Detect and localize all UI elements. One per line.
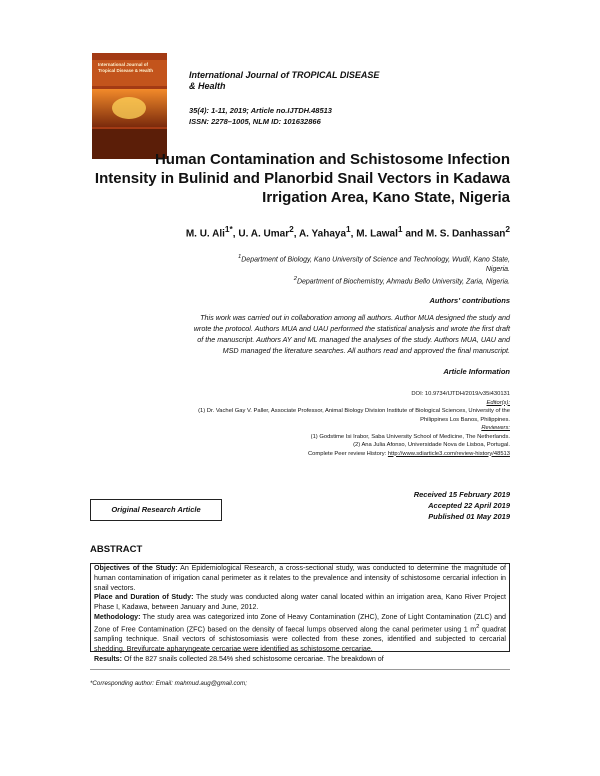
journal-name-line2: & Health — [189, 81, 226, 91]
abstract-methodology — [91, 613, 509, 655]
abstract-text: The study area was categorized into Zone of Heavy Contamination (ZHC), Zone of Light Contamination (ZLC) and Zone of Free Contamination (ZFC) based on the density of faecal lumps observed along the canal perimeter using 1 m — [94, 612, 506, 634]
author-name: M. S. Danhassan — [425, 228, 506, 240]
reviewer-label: Reviewers: — [481, 425, 510, 431]
issn: ISSN: 2278–1005, NLM ID: 101632866 — [189, 117, 321, 126]
author-name: U. A. Umar — [238, 228, 290, 240]
author-sup: 2 — [289, 224, 294, 234]
abstract-sup: 2 — [476, 623, 480, 630]
author-sup: 2 — [505, 224, 510, 234]
abstract-text: The study was conducted along water canal located within an irrigation area, Kano River Project Phase I, Kadawa, between January and June, 2012. — [94, 593, 506, 612]
journal-reference — [189, 105, 332, 127]
author-separator: , — [350, 228, 357, 240]
review-history-label: Complete Peer review History: — [307, 450, 388, 457]
doi: DOI: 10.9734/IJTDH/2019/v35i430131 — [411, 391, 510, 397]
author-sup: 1 — [397, 224, 403, 234]
author-name: M. Lawal — [356, 228, 398, 240]
article-dates — [414, 489, 510, 522]
footnote-divider — [90, 669, 510, 670]
author-name: A. Yahaya — [298, 228, 347, 240]
author-separator: , — [293, 228, 299, 240]
abstract-results — [91, 655, 509, 665]
article-type-box: Original Research Article — [90, 499, 222, 521]
abstract-box — [90, 563, 510, 663]
abstract-label: Methodology: — [94, 612, 141, 621]
contributions-line: of the manuscript. Authors AY and ML managed the analyses of the study. Authors MUA, UAU and — [197, 335, 510, 344]
accepted-date: Accepted 22 April 2019 — [428, 501, 510, 510]
published-date: Published 01 May 2019 — [428, 512, 510, 521]
abstract-text: An Epidemiological Research, a cross-sectional study, was conducted to determine the magnitude of human contamination of irrigation canal perimeter as it relates to the prevalence and intensity of schistosome cercarial infection in snail vectors. — [94, 564, 506, 592]
abstract-text: quadrat sampling technique. Snail vectors of schistosomiasis were collected from these zones, identified and subjected to cercarial shedding. Brevifurcate apharyngeate cercariae were identified as schistosome cercariae. — [94, 625, 506, 653]
author-sup: 1* — [224, 224, 233, 234]
abstract-place — [91, 593, 509, 613]
article-info-heading: Article Information — [443, 367, 510, 376]
affiliation-text: Department of Biology, Kano University of Science and Technology, Wudil, Kano State, — [241, 256, 510, 264]
contributions-line: MSD managed the literature searches. All authors read and approved the final manuscript. — [222, 346, 510, 355]
reviewer-line: (2) Ana Julia Afonso, Universidade Nova de Lisboa, Portugal. — [353, 442, 510, 448]
journal-cover-image — [92, 53, 167, 159]
paper-title: Human Contamination and Schistosome Infection Intensity in Bulinid and Planorbid Snail Vectors in Kadawa Irrigation Area, Kano State, Nigeria — [94, 151, 510, 206]
contributions-line: wrote the protocol. Authors MUA and UAU performed the statistical analysis and wrote the first draft — [193, 324, 510, 333]
contributions-line: This work was carried out in collaboration among all authors. Author MUA designed the study and — [200, 313, 510, 322]
editor-line: (1) Dr. Vachel Gay V. Paller, Associate Professor, Animal Biology Division Institute of Biological Sciences, University of the — [198, 408, 510, 414]
abstract-text: Of the 827 snails collected 28.54% shed schistosome cercariae. The breakdown of — [122, 654, 384, 663]
cover-sun-graphic — [112, 97, 146, 119]
author-list — [90, 224, 510, 239]
review-history — [80, 450, 510, 459]
author-sup: 1 — [346, 224, 351, 234]
author-separator: and — [402, 228, 426, 240]
affiliation-2 — [110, 274, 510, 287]
affiliation-text: Nigeria. — [485, 266, 510, 274]
abstract-label: Place and Duration of Study: — [94, 593, 194, 602]
abstract-objectives — [91, 564, 509, 593]
affiliation-sup: 1 — [238, 254, 242, 260]
cover-title: International Journal of Tropical Disease & Health — [98, 62, 154, 73]
journal-name — [189, 70, 489, 92]
abstract-label: Objectives of the Study: — [94, 564, 178, 572]
affiliation-text: Department of Biochemistry, Ahmadu Bello University, Zaria, Nigeria. — [296, 278, 510, 286]
editor-label: Editor(s): — [486, 399, 510, 406]
author-name: M. U. Ali — [185, 228, 225, 240]
contributions-heading: Authors' contributions — [429, 296, 510, 305]
editor-line: Philippines Los Banos, Philippines. — [420, 416, 510, 423]
corresponding-author-footnote: *Corresponding author: Email: mahmud.aug@gmail.com; — [90, 680, 247, 687]
affiliation-1 — [110, 252, 510, 275]
contributions-text — [90, 312, 510, 356]
citation: 35(4): 1-11, 2019; Article no.IJTDH.48513 — [189, 106, 332, 115]
abstract-heading: ABSTRACT — [90, 544, 143, 555]
article-info-block — [80, 390, 510, 458]
abstract-label: Results: — [94, 654, 122, 663]
review-history-link[interactable]: http://www.sdiarticle3.com/review-history/48513 — [387, 450, 510, 457]
received-date: Received 15 February 2019 — [413, 490, 510, 499]
journal-name-line1: International Journal of TROPICAL DISEASE — [189, 70, 380, 80]
affiliation-sup: 2 — [293, 276, 297, 282]
author-separator: , — [232, 228, 239, 240]
reviewer-line: (1) Godstime Isi Irabor, Saba University School of Medicine, The Netherlands. — [310, 433, 510, 440]
